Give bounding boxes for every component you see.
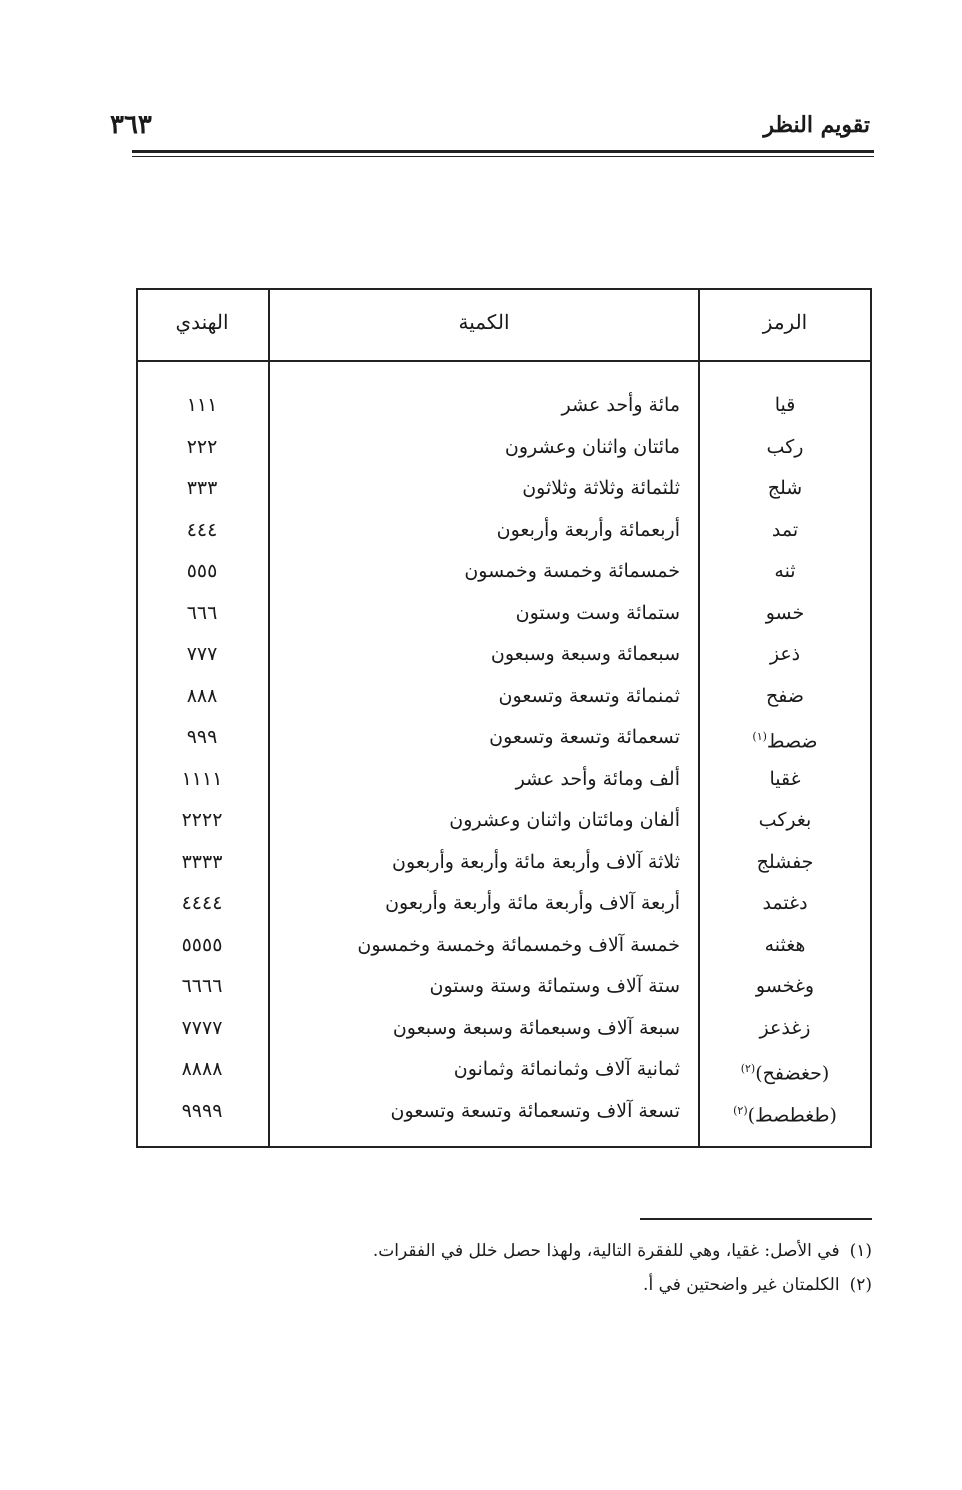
- footnote-marker: (١): [752, 730, 767, 743]
- cell-symbol: [700, 930, 870, 960]
- symbol-text: جفشلج: [756, 850, 814, 873]
- symbol-text: ذعز: [769, 643, 801, 665]
- footnote-number: (٢): [849, 1275, 872, 1295]
- table-row: [138, 432, 870, 474]
- table-row: [138, 598, 870, 640]
- symbol-text: ثنه: [774, 560, 796, 582]
- header-quantity: الكمية: [458, 310, 510, 334]
- cell-indian: ٢٢٢٢: [181, 809, 223, 831]
- cell-quantity: أربعمائة وأربعة وأربعون: [496, 518, 680, 541]
- cell-quantity: سبعة آلاف وسبعمائة وسبعة وسبعون: [392, 1016, 680, 1039]
- cell-quantity: خمسة آلاف وخمسمائة وخمسة وخمسون: [357, 933, 680, 956]
- cell-indian: ٥٥٥: [186, 560, 218, 582]
- cell-indian: ٣٣٣: [186, 477, 218, 499]
- symbol-text: وغخسو: [755, 975, 815, 997]
- cell-quantity: تسعة آلاف وتسعمائة وتسعة وتسعون: [390, 1099, 680, 1122]
- symbol-text: ضصط: [766, 730, 818, 753]
- footnote-marker: (٢): [733, 1103, 748, 1117]
- cell-quantity: ألفان ومائتان واثنان وعشرون: [449, 809, 680, 831]
- footnote: [300, 1268, 872, 1302]
- page-number: ٣٦٣: [110, 110, 152, 140]
- symbol-text: هغثنه: [764, 933, 806, 956]
- symbol-text: ركب: [766, 435, 804, 458]
- footnote-marker: (٢): [740, 1062, 756, 1075]
- cell-symbol: [700, 681, 870, 711]
- cell-symbol: [700, 805, 870, 835]
- page-header: [110, 108, 870, 148]
- cell-symbol: [700, 390, 870, 420]
- footnotes: [300, 1234, 872, 1302]
- symbol-text: زغذعز: [759, 1016, 811, 1039]
- symbol-text: دغتمد: [762, 892, 808, 914]
- cell-quantity: ثلاثة آلاف وأربعة مائة وأربعة وأربعون: [392, 850, 680, 873]
- cell-indian: ٦٦٦: [186, 601, 218, 624]
- cell-symbol: [700, 1013, 870, 1043]
- table-row: [138, 390, 870, 432]
- table-row: [138, 556, 870, 598]
- symbol-text: شلج: [767, 477, 803, 499]
- running-title: تقويم النظر: [763, 112, 870, 138]
- table-row: [138, 805, 870, 847]
- cell-quantity: ألف ومائة وأحد عشر: [515, 767, 680, 790]
- table-row: [138, 930, 870, 972]
- table-row: [138, 888, 870, 930]
- footnote-text: الكلمتان غير واضحتين في أ.: [643, 1275, 840, 1295]
- cell-quantity: مائة وأحد عشر: [561, 394, 680, 416]
- symbol-text: (حغضفح): [755, 1062, 830, 1085]
- table-row: [138, 1096, 870, 1138]
- cell-symbol: [700, 971, 870, 1001]
- cell-quantity: ثمانية آلاف وثمانمائة وثمانون: [453, 1058, 680, 1080]
- footnote: [300, 1234, 872, 1268]
- cell-quantity: ثمنمائة وتسعة وتسعون: [498, 684, 680, 707]
- table-row: [138, 681, 870, 723]
- cell-indian: ٤٤٤٤: [181, 892, 223, 914]
- symbol-text: (طغطصط): [747, 1103, 837, 1126]
- cell-symbol: [700, 764, 870, 794]
- cell-symbol: [700, 598, 870, 628]
- table-row: [138, 722, 870, 764]
- cell-quantity: أربعة آلاف وأربعة مائة وأربعة وأربعون: [385, 892, 680, 914]
- symbol-text: قيا: [774, 394, 796, 416]
- header-rule-thin: [132, 156, 874, 157]
- cell-indian: ٩٩٩: [186, 726, 218, 748]
- cell-indian: ٣٣٣٣: [181, 850, 223, 873]
- cell-indian: ٤٤٤: [186, 518, 218, 541]
- symbol-text: تمد: [771, 518, 799, 541]
- numeral-table: [136, 288, 872, 1148]
- cell-indian: ٢٢٢: [186, 435, 218, 458]
- footnote-text: في الأصل: غقيا، وهي للفقرة التالية، ولهذا حصل خلل في الفقرات.: [372, 1241, 840, 1261]
- cell-symbol: [700, 432, 870, 462]
- table-row: [138, 764, 870, 806]
- footnote-rule: [640, 1218, 872, 1220]
- cell-symbol: [700, 1096, 870, 1130]
- cell-symbol: [700, 556, 870, 586]
- cell-indian: ٨٨٨٨: [181, 1058, 223, 1080]
- symbol-text: بغركب: [758, 809, 812, 831]
- cell-symbol: [700, 722, 870, 756]
- symbol-text: خسو: [765, 601, 805, 624]
- header-divider: [138, 360, 870, 362]
- cell-symbol: [700, 847, 870, 877]
- header-indian: الهندي: [175, 310, 229, 334]
- table-body: [138, 390, 870, 1137]
- cell-quantity: ثلثمائة وثلاثة وثلاثون: [522, 477, 680, 499]
- cell-quantity: سبعمائة وسبعة وسبعون: [490, 643, 680, 665]
- cell-symbol: [700, 473, 870, 503]
- cell-quantity: خمسمائة وخمسة وخمسون: [464, 560, 680, 582]
- table-row: [138, 1054, 870, 1096]
- table-row: [138, 639, 870, 681]
- cell-symbol: [700, 1054, 870, 1088]
- cell-quantity: مائتان واثنان وعشرون: [504, 435, 680, 458]
- cell-indian: ١١١١: [181, 767, 223, 790]
- cell-indian: ٧٧٧٧: [181, 1016, 223, 1039]
- cell-indian: ٩٩٩٩: [181, 1099, 223, 1122]
- table-row: [138, 515, 870, 557]
- cell-symbol: [700, 639, 870, 669]
- cell-symbol: [700, 888, 870, 918]
- header-symbol: الرمز: [762, 310, 808, 334]
- cell-quantity: ستة آلاف وستمائة وستة وستون: [429, 975, 680, 997]
- cell-symbol: [700, 515, 870, 545]
- table-row: [138, 847, 870, 889]
- cell-indian: ١١١: [186, 394, 218, 416]
- cell-indian: ٦٦٦٦: [181, 975, 223, 997]
- table-row: [138, 473, 870, 515]
- cell-quantity: تسعمائة وتسعة وتسعون: [489, 726, 680, 748]
- symbol-text: ضفح: [765, 684, 804, 707]
- footnote-number: (١): [849, 1241, 872, 1261]
- table-row: [138, 971, 870, 1013]
- header-rule-thick: [132, 150, 874, 153]
- cell-indian: ٨٨٨: [186, 684, 218, 707]
- cell-indian: ٥٥٥٥: [181, 933, 223, 956]
- cell-indian: ٧٧٧: [186, 643, 218, 665]
- cell-quantity: ستمائة وست وستون: [515, 601, 680, 624]
- symbol-text: غقيا: [769, 767, 801, 790]
- table-row: [138, 1013, 870, 1055]
